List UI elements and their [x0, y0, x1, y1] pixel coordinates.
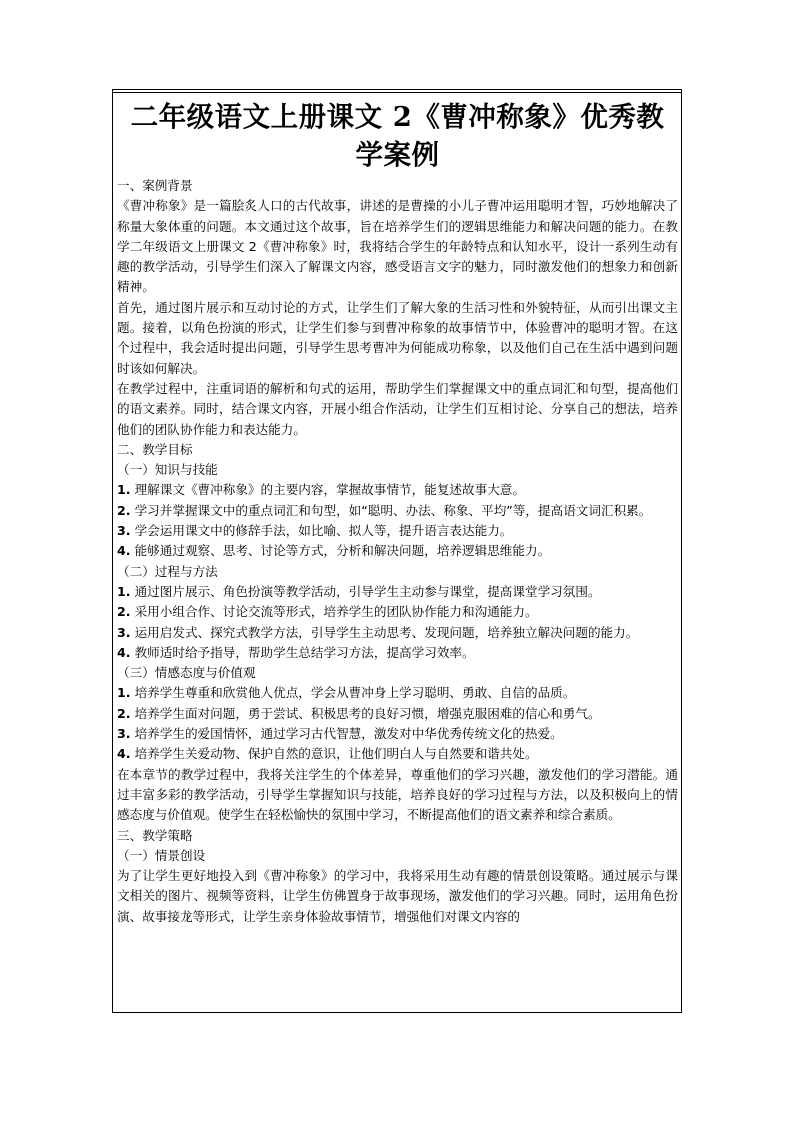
document-content — [117, 98, 678, 927]
document-table-frame — [112, 89, 682, 1013]
list-item: 4. 培养学生关爱动物、保护自然的意识，让他们明白人与自然要和谐共处。 — [117, 746, 538, 762]
frame-top-inner-line — [113, 92, 681, 93]
section-heading-objectives: 二、教学目标 — [117, 441, 193, 457]
list-item: 3. 运用启发式、探究式教学方法，引导学生主动思考、发现问题，培养独立解决问题的能力。 — [117, 624, 639, 640]
objectives-summary-paragraph: 在本章节的教学过程中，我将关注学生的个体差异，尊重他们的学习兴趣，激发他们的学习潜能。通过丰富多彩的教学活动，引导学生掌握知识与技能，培养良好的学习过程与方法，以及积极向上的情感态度与价值观。使学生在轻松愉快的氛围中学习，不断提高他们的语文素养和综合素质。 — [117, 766, 678, 823]
subheading-process-methods: （二）过程与方法 — [117, 563, 218, 579]
document-title: 二年级语文上册课文 2《曹冲称象》优秀教学案例 — [130, 101, 665, 171]
list-item: 4. 教师适时给予指导，帮助学生总结学习方法，提高学习效率。 — [117, 644, 475, 660]
section-heading-strategy: 三、教学策略 — [117, 827, 193, 843]
list-item: 1. 培养学生尊重和欣赏他人优点，学会从曹冲身上学习聪明、勇敢、自信的品质。 — [117, 685, 576, 701]
list-item: 1. 理解课文《曹冲称象》的主要内容，掌握故事情节，能复述故事大意。 — [117, 482, 525, 498]
list-item: 4. 能够通过观察、思考、讨论等方式，分析和解决问题，培养逻辑思维能力。 — [117, 543, 551, 559]
section-heading-background: 一、案例背景 — [117, 178, 193, 193]
background-paragraph-3: 在教学过程中，注重词语的解析和句式的运用，帮助学生们掌握课文中的重点词汇和句型，提高他们的语文素养。同时，结合课文内容，开展小组合作活动，让学生们互相讨论、分享自己的想法，培养他们的团队协作能力和表达能力。 — [117, 380, 678, 437]
document-body — [117, 176, 678, 927]
list-item: 1. 通过图片展示、角色扮演等教学活动，引导学生主动参与课堂，提高课堂学习氛围。 — [117, 583, 601, 599]
subheading-scenario: （一）情景创设 — [117, 847, 206, 863]
list-item: 2. 学习并掌握课文中的重点词汇和句型，如“聪明、办法、称象、平均”等，提高语文词汇积累。 — [117, 502, 652, 518]
list-item: 2. 培养学生面对问题，勇于尝试、积极思考的良好习惯，增强克服困难的信心和勇气。 — [117, 705, 601, 721]
strategy-paragraph: 为了让学生更好地投入到《曹冲称象》的学习中，我将采用生动有趣的情景创设策略。通过展示与课文相关的图片、视频等资料，让学生仿佛置身于故事现场，激发他们的学习兴趣。同时，运用角色扮演、故事接龙等形式，让学生亲身体验故事情节，增强他们对课文内容的 — [117, 868, 678, 924]
list-item: 2. 采用小组合作、讨论交流等形式，培养学生的团队协作能力和沟通能力。 — [117, 604, 538, 620]
background-paragraph-2: 首先，通过图片展示和互动讨论的方式，让学生们了解大象的生活习性和外貌特征，从而引出课文主题。接着，以角色扮演的形式，让学生们参与到曹冲称象的故事情节中，体验曹冲的聪明才智。在这个过程中，我会适时提出问题，引导学生思考曹冲为何能成功称象，以及他们自己在生活中遇到问题时该如何解决。 — [117, 299, 678, 376]
background-paragraph-1: 《曹冲称象》是一篇脍炙人口的古代故事，讲述的是曹操的小儿子曹冲运用聪明才智，巧妙地解决了称量大象体重的问题。本文通过这个故事，旨在培养学生们的逻辑思维能力和解决问题的能力。在教学二年级语文上册课文 2《曹冲称象》时，我将结合学生的年龄特点和认知水平，设计一系列生动有趣的教学活动，引导学生们深入了解课文内容，感受语言文字的魅力，同时激发他们的想象力和创新精神。 — [117, 198, 678, 295]
list-item: 3. 学会运用课文中的修辞手法，如比喻、拟人等，提升语言表达能力。 — [117, 523, 513, 539]
subheading-emotion-values: （三）情感态度与价值观 — [117, 665, 256, 681]
subheading-knowledge-skills: （一）知识与技能 — [117, 462, 218, 478]
list-item: 3. 培养学生的爱国情怀，通过学习古代智慧，激发对中华优秀传统文化的热爱。 — [117, 726, 563, 742]
